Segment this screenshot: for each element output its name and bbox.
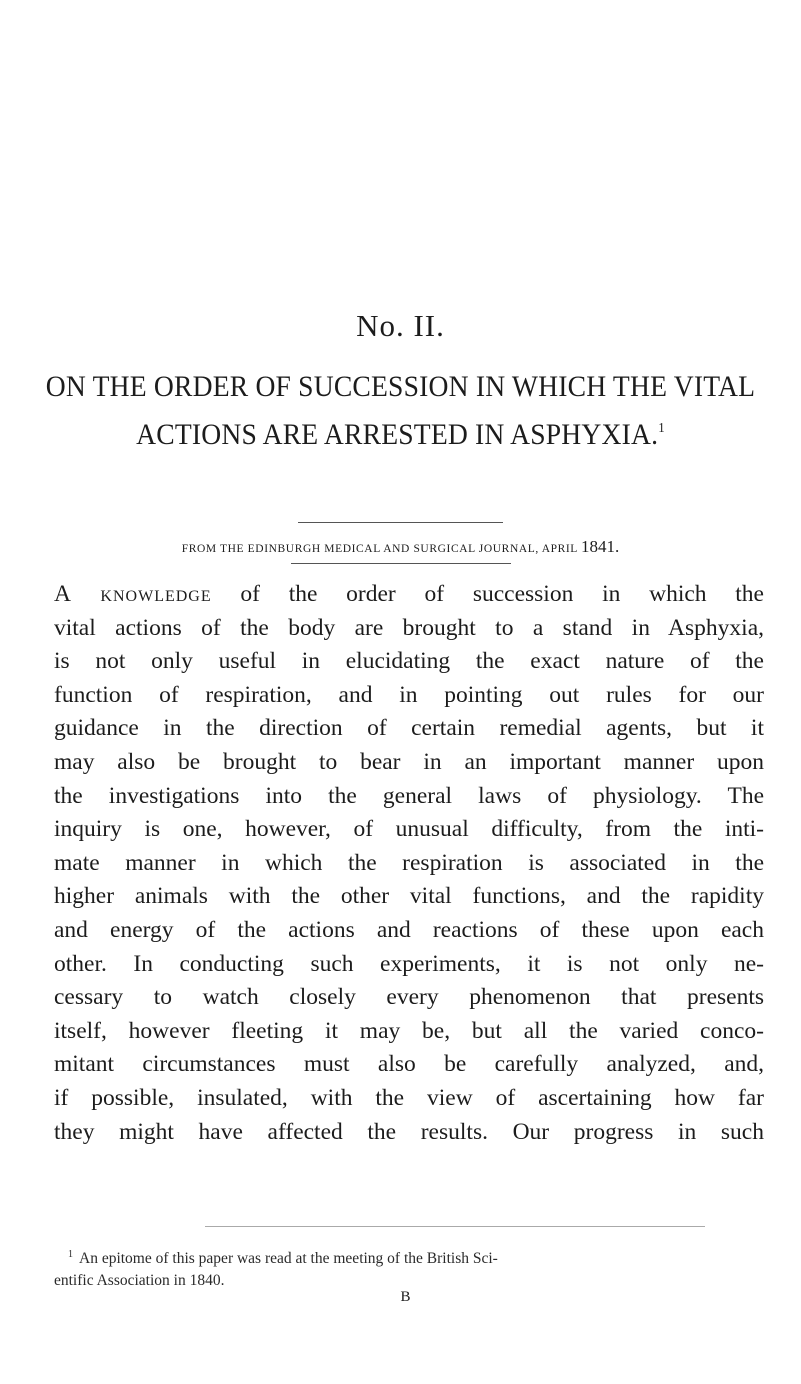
body-line: guidance in the direction of certain remedial agents, but it [54, 715, 764, 742]
footnote [54, 1244, 764, 1292]
body-line: A knowledge of the order of succession in which the [54, 581, 764, 607]
body-line: mitant circumstances must also be carefully analyzed, and, [54, 1051, 764, 1078]
footnote-rule [205, 1226, 705, 1227]
title-line-1: ON THE ORDER OF SUCCESSION IN WHICH THE VITAL [45, 370, 756, 403]
title-line-2: ACTIONS ARE ARRESTED IN ASPHYXIA.$^1$ [136, 418, 665, 451]
body-line: the investigations into the general laws of physiology. The [54, 782, 764, 809]
body-line: function of respiration, and in pointing out rules for our [54, 681, 764, 708]
body-line: mate manner in which the respiration is associated in the [54, 849, 764, 876]
source-text: FROM THE EDINBURGH MEDICAL AND SURGICAL JOURNAL, APRIL [181, 543, 578, 555]
opening-words: A knowledge [54, 581, 212, 607]
article-title [32, 366, 769, 456]
body-line: they might have affected the results. Our progress in such [54, 1118, 764, 1145]
body-line: itself, however fleeting it may be, but all the varied conco- [54, 1017, 764, 1044]
section-number-heading: No. II. [356, 308, 445, 343]
source-bottom-rule [291, 563, 511, 564]
title-footnote-marker[interactable]: 1 [658, 421, 665, 436]
body-line: inquiry is one, however, of unusual difficulty, from the inti- [54, 816, 764, 843]
source-citation [0, 537, 801, 557]
source-year: 1841. [580, 537, 620, 556]
body-line: other. In conducting such experiments, it is not only ne- [54, 950, 764, 977]
body-line: and energy of the actions and reactions of these upon each [54, 916, 764, 943]
body-line: vital actions of the body are brought to a stand in Asphyxia, [54, 614, 764, 641]
signature-mark: B [400, 1289, 411, 1305]
body-line: if possible, insulated, with the view of ascertaining how far [54, 1084, 764, 1111]
body-line: cessary to watch closely every phenomenon that presents [54, 984, 764, 1011]
body-paragraph [54, 578, 764, 1149]
body-line: may also be brought to bear in an important manner upon [54, 748, 764, 775]
footnote-line-1: $^1$ An epitome of this paper was read at the meeting of the British Sci- [68, 1249, 498, 1267]
body-line: higher animals with the other vital functions, and the rapidity [54, 883, 764, 910]
source-top-rule [298, 522, 503, 523]
footnote-line-2: entific Association in 1840. [54, 1272, 225, 1289]
body-line: is not only useful in elucidating the exact nature of the [54, 648, 764, 675]
footnote-marker: 1 [68, 1249, 73, 1260]
